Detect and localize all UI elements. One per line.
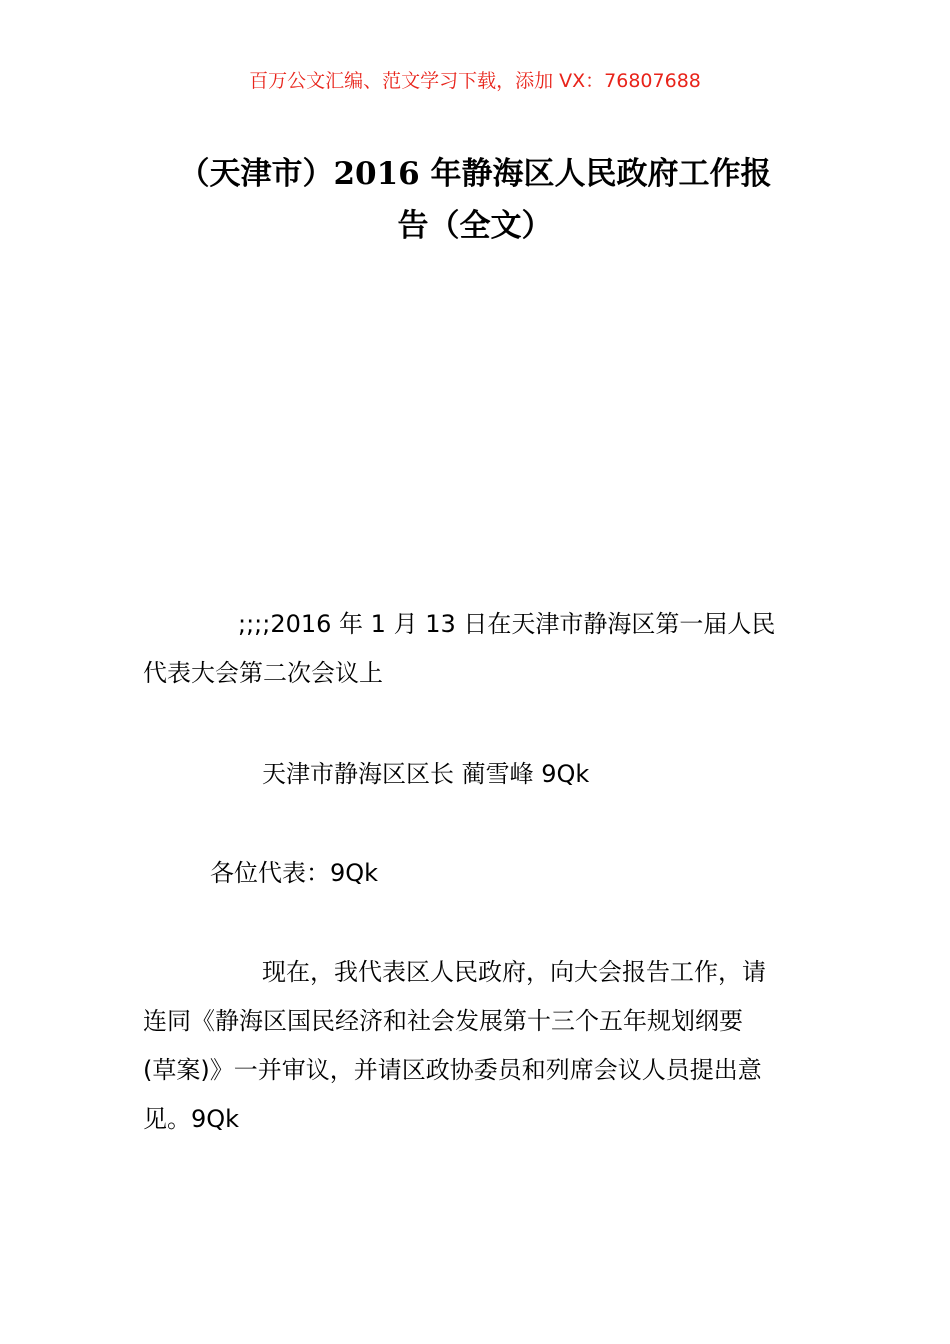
- document-title: [140, 148, 810, 252]
- body-line-3: (草案)》一并审议，并请区政协委员和列席会议人员提出意: [143, 1056, 762, 1084]
- greeting-text: 各位代表：9Qk: [210, 859, 379, 887]
- meeting-info-line-1: ;;;;2016 年 1 月 13 日在天津市静海区第一届人民: [238, 610, 776, 638]
- body-line-4: 见。9Qk: [143, 1105, 240, 1133]
- body-paragraph: [143, 948, 766, 1144]
- header-banner: 百万公文汇编、范文学习下载，添加 VX：76807688: [249, 70, 701, 92]
- author-text: 天津市静海区区长 蔺雪峰 9Qk: [262, 760, 590, 788]
- meeting-info-line-2: 代表大会第二次会议上: [143, 659, 383, 687]
- document-title-line-1: （天津市）2016 年静海区人民政府工作报: [178, 156, 772, 192]
- greeting-line: [210, 849, 378, 898]
- document-title-line-2: 告（全文）: [397, 208, 553, 244]
- author-line: [262, 750, 589, 799]
- body-line-2: 连同《静海区国民经济和社会发展第十三个五年规划纲要: [143, 1007, 743, 1035]
- body-line-1: 现在，我代表区人民政府，向大会报告工作，请: [262, 958, 766, 986]
- meeting-info-paragraph: [143, 600, 775, 698]
